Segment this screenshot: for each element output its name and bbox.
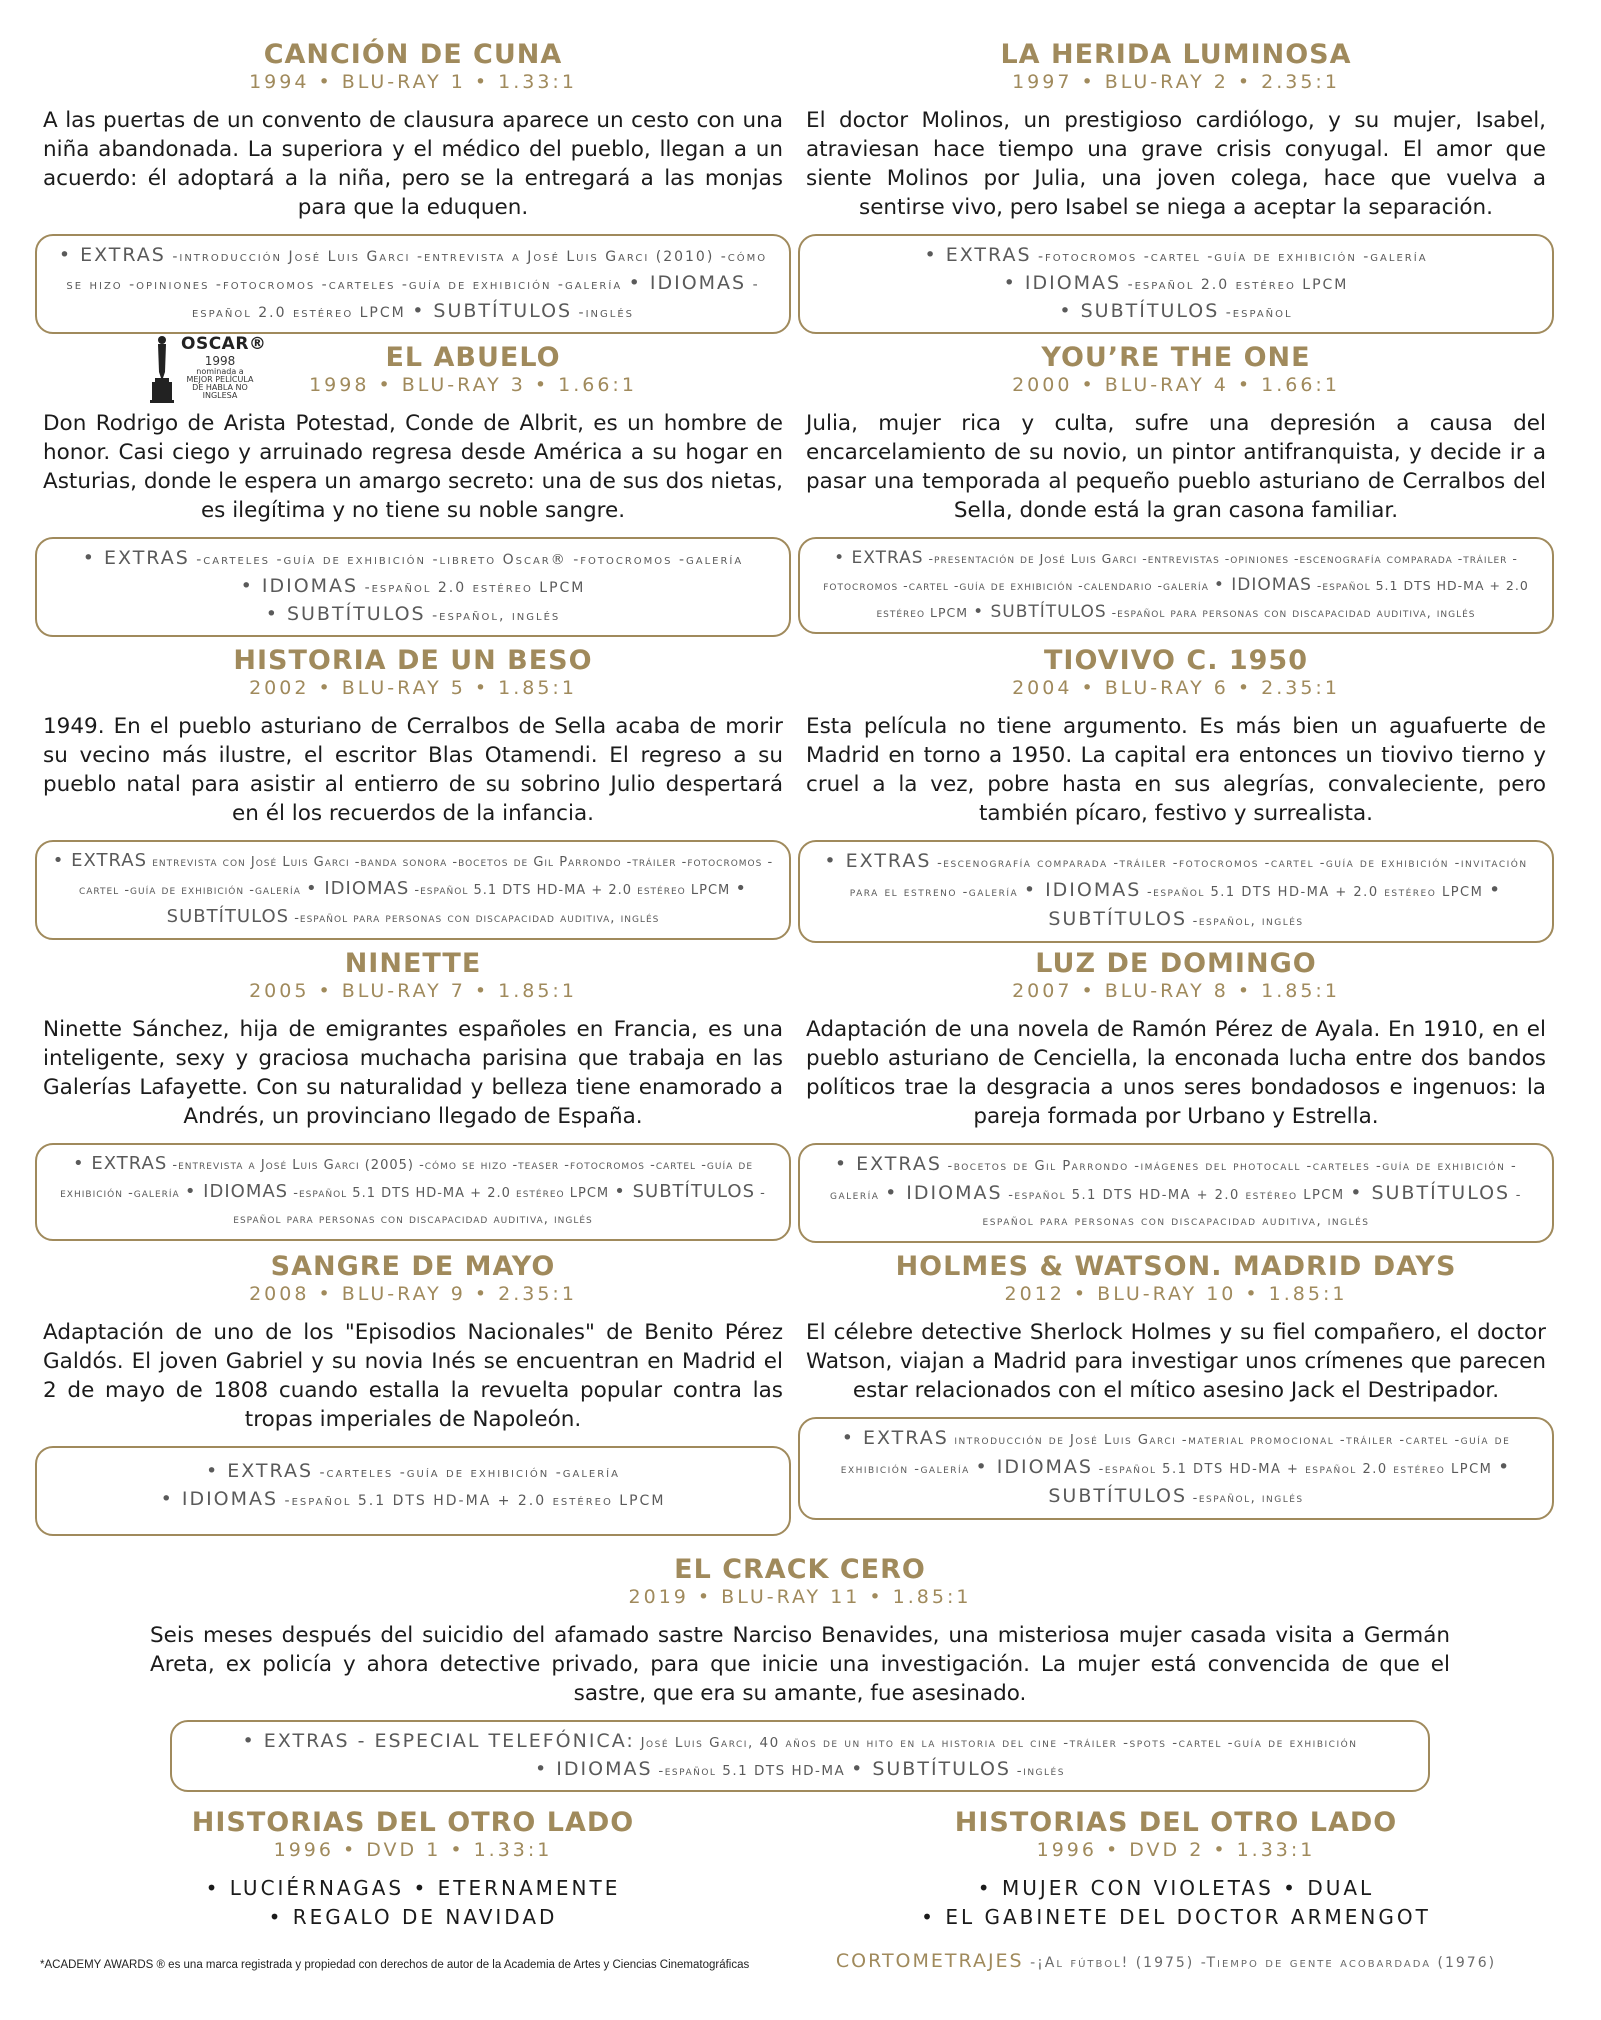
film-block-tiovivo xyxy=(806,646,1546,943)
extras-label: • EXTRAS xyxy=(58,244,166,266)
shorts-line: • REGALO DE NAVIDAD xyxy=(268,1905,558,1929)
idiomas-label: • IDIOMAS xyxy=(184,1181,289,1202)
idiomas-text: -español 5.1 DTS HD-MA + 2.0 estéreo LPCM xyxy=(876,578,1529,620)
shorts-line: • LUCIÉRNAGAS • ETERNAMENTE xyxy=(205,1876,621,1900)
film-title: HISTORIA DE UN BESO xyxy=(233,645,593,676)
academy-footnote: *ACADEMY AWARDS ® es una marca registrada y propiedad con derechos de autor de la Academia de Artes y Ciencias Cinematográficas xyxy=(40,1959,750,1971)
film-title: YOU’RE THE ONE xyxy=(1041,342,1311,373)
cortometrajes-line xyxy=(796,1950,1536,1972)
film-block-la-herida-luminosa xyxy=(806,40,1546,334)
subtitulos-label: • SUBTÍTULOS xyxy=(166,878,748,927)
shorts-line: • EL GABINETE DEL DOCTOR ARMENGOT xyxy=(921,1905,1431,1929)
film-title: LUZ DE DOMINGO xyxy=(1035,948,1317,979)
idiomas-label: • IDIOMAS xyxy=(306,878,410,899)
subtitulos-text: -español para personas con discapacidad auditiva, inglés xyxy=(1111,605,1476,620)
idiomas-text: -español 2.0 estéreo LPCM xyxy=(364,580,586,596)
film-block-cancion-de-cuna xyxy=(43,40,783,334)
extras-label: • EXTRAS xyxy=(834,548,924,568)
film-title: NINETTE xyxy=(344,948,482,979)
film-meta: 2004 • BLU-RAY 6 • 2.35:1 xyxy=(1012,677,1340,699)
subtitulos-label: • SUBTÍTULOS xyxy=(412,300,573,322)
film-synopsis: A las puertas de un convento de clausura aparece un cesto con una niña abandonada. La superiora y el médico del pueblo, llegan a un acuerdo: él adoptará a la niña, pero se la entregará a las monjas para que la eduquen. xyxy=(43,108,783,220)
extras-box xyxy=(798,1417,1554,1520)
subtitulos-text: -español xyxy=(1225,305,1293,321)
film-synopsis: El célebre detective Sherlock Holmes y su fiel compañero, el doctor Watson, viajan a Madrid para investigar unos crímenes que parecen estar relacionados con el mítico asesino Jack el Destripador. xyxy=(806,1320,1546,1403)
extras-label: • EXTRAS - ESPECIAL TELEFÓNICA: xyxy=(242,1730,635,1752)
idiomas-label: • IDIOMAS xyxy=(535,1758,653,1780)
film-synopsis: Seis meses después del suicidio del afamado sastre Narciso Benavides, una misteriosa mujer casada visita a Germán Areta, ex policía y ahora detective privado, para que inicie una investigación. La mujer está convencida de que el sastre, que era su amante, fue asesinado. xyxy=(150,1623,1450,1706)
oscar-year: 1998 xyxy=(204,354,236,368)
extras-label: • EXTRAS xyxy=(82,547,190,569)
extras-box xyxy=(35,1143,791,1241)
film-meta: 1996 • DVD 1 • 1.33:1 xyxy=(273,1839,553,1861)
subtitulos-text: -español, inglés xyxy=(1192,1491,1304,1506)
subtitulos-label: • SUBTÍTULOS xyxy=(851,1758,1011,1780)
extras-box xyxy=(35,537,791,637)
film-title: HISTORIAS DEL OTRO LADO xyxy=(191,1807,635,1838)
subtitulos-text: -español para personas con discapacidad auditiva, inglés xyxy=(233,1186,766,1227)
idiomas-text: -español 5.1 DTS HD-MA + 2.0 estéreo LPCM xyxy=(293,1186,610,1201)
dvd-block-2 xyxy=(806,1808,1546,1932)
extras-text: José Luis Garci, 40 años de un hito en la historia del cine -tráiler -spots -cartel -guía de exhibición xyxy=(640,1735,1358,1751)
extras-box xyxy=(35,1446,791,1536)
film-meta: 1997 • BLU-RAY 2 • 2.35:1 xyxy=(1012,71,1340,93)
subtitulos-text: -español para personas con discapacidad auditiva, inglés xyxy=(294,911,660,926)
extras-text: -introducción José Luis Garci -entrevista a José Luis Garci (2010) -cómo se hizo -opiniones -fotocromos -carteles -guía de exhibición -galería xyxy=(66,249,768,293)
subtitulos-text: -español, inglés xyxy=(432,608,561,624)
film-block-el-crack-cero xyxy=(140,1555,1460,1792)
subtitulos-label: • SUBTÍTULOS xyxy=(1048,1456,1512,1507)
subtitulos-label: • SUBTÍTULOS xyxy=(1059,300,1220,322)
extras-box xyxy=(35,840,791,940)
idiomas-text: -español 5.1 DTS HD-MA + 2.0 estéreo LPCM xyxy=(1008,1188,1345,1203)
film-title: SANGRE DE MAYO xyxy=(270,1251,556,1282)
extras-box xyxy=(35,234,791,334)
film-block-sangre-de-mayo xyxy=(43,1252,783,1536)
film-title: EL CRACK CERO xyxy=(674,1554,926,1585)
film-synopsis: Adaptación de una novela de Ramón Pérez de Ayala. En 1910, en el pueblo asturiano de Cenciella, la enconada lucha entre dos bandos políticos trae la desgracia a unos seres bondadosos e ingenuos: la pareja formada por Urbano y Estrella. xyxy=(806,1017,1546,1129)
subtitulos-label: • SUBTÍTULOS xyxy=(1048,879,1503,930)
extras-text: entrevista con José Luis Garci -banda sonora -bocetos de Gil Parrondo -tráiler -fotocromos -cartel -guía de exhibición -galería xyxy=(78,855,774,898)
subtitulos-label: • SUBTÍTULOS xyxy=(265,603,426,625)
extras-box xyxy=(170,1720,1430,1792)
film-synopsis: Don Rodrigo de Arista Potestad, Conde de Albrit, es un hombre de honor. Casi ciego y arruinado regresa desde América a su hogar en Asturias, donde le espera un amargo secreto: una de sus dos nietas, es ilegítima y no tiene su noble sangre. xyxy=(43,411,783,523)
extras-text: -escenografía comparada -tráiler -fotocromos -cartel -guía de exhibición -invitación para el estreno -galería xyxy=(849,856,1528,900)
film-title: CANCIÓN DE CUNA xyxy=(263,39,563,70)
shorts-line: • MUJER CON VIOLETAS • DUAL xyxy=(977,1876,1375,1900)
film-meta: 1996 • DVD 2 • 1.33:1 xyxy=(1036,1839,1316,1861)
extras-label: • EXTRAS xyxy=(206,1460,314,1482)
film-synopsis: El doctor Molinos, un prestigioso cardiólogo, y su mujer, Isabel, atraviesan hace tiempo una grave crisis conyugal. El amor que siente Molinos por Julia, una joven colega, hace que vuelva a sentirse vivo, pero Isabel se niega a aceptar la separación. xyxy=(806,108,1546,220)
extras-label: • EXTRAS xyxy=(841,1427,949,1449)
subtitulos-text: -español, inglés xyxy=(1192,914,1304,929)
oscar-line: DE HABLA NO INGLESA xyxy=(192,383,248,400)
film-block-ninette xyxy=(43,949,783,1241)
extras-text: -fotocromos -cartel -guía de exhibición -galería xyxy=(1037,249,1428,265)
cortometrajes-label: CORTOMETRAJES xyxy=(835,1950,1024,1972)
idiomas-label: • IDIOMAS xyxy=(1023,879,1142,901)
extras-text: -bocetos de Gil Parrondo -imágenes del photocall -carteles -guía de exhibición -galería xyxy=(830,1159,1518,1203)
subtitulos-text: -inglés xyxy=(1016,1763,1065,1779)
extras-label: • EXTRAS xyxy=(834,1153,942,1175)
idiomas-label: • IDIOMAS xyxy=(975,1456,1093,1478)
dvd-block-1 xyxy=(43,1808,783,1932)
film-synopsis: Esta película no tiene argumento. Es más bien un aguafuerte de Madrid en torno a 1950. La capital era entonces un tiovivo tierno y cruel a la vez, pobre hasta en sus alegrías, convaleciente, pero también pícaro, festivo y surrealista. xyxy=(806,714,1546,826)
film-meta: 1998 • BLU-RAY 3 • 1.66:1 xyxy=(309,374,637,396)
extras-box xyxy=(798,1143,1554,1243)
subtitulos-label: • SUBTÍTULOS xyxy=(1350,1182,1511,1204)
shorts-list xyxy=(806,1874,1546,1932)
film-block-youre-the-one xyxy=(806,343,1546,634)
extras-text: -presentación de José Luis Garci -entrevistas -opiniones -escenografía comparada -tráiler -fotocromos -cartel -guía de exhibición -calendario -galería xyxy=(823,551,1518,593)
idiomas-label: • IDIOMAS xyxy=(1003,272,1122,294)
extras-text: -entrevista a José Luis Garci (2005) -cómo se hizo -teaser -fotocromos -cartel -guía de exhibición -galería xyxy=(60,1158,753,1201)
film-synopsis: 1949. En el pueblo asturiano de Cerralbos de Sella acaba de morir su vecino más ilustre, el escritor Blas Otamendi. El regreso a su pueblo natal para asistir al entierro de su sobrino Julio despertará en él los recuerdos de la infancia. xyxy=(43,714,783,826)
film-synopsis: Adaptación de uno de los "Episodios Nacionales" de Benito Pérez Galdós. El joven Gabriel y su novia Inés se encuentran en Madrid el 2 de mayo de 1808 cuando estalla la revuelta popular contra las tropas imperiales de Napoleón. xyxy=(43,1320,783,1432)
oscar-line: MEJOR PELÍCULA xyxy=(186,375,254,384)
film-meta: 2005 • BLU-RAY 7 • 1.85:1 xyxy=(249,980,577,1002)
idiomas-text: -español 5.1 DTS HD-MA + 2.0 estéreo LPCM xyxy=(414,883,731,898)
subtitulos-label: • SUBTÍTULOS xyxy=(614,1181,756,1202)
idiomas-label: • IDIOMAS xyxy=(240,575,359,597)
shorts-list xyxy=(43,1874,783,1932)
film-meta: 2008 • BLU-RAY 9 • 2.35:1 xyxy=(249,1283,577,1305)
extras-text: -carteles -guía de exhibición -libreto Oscar® -fotocromos -galería xyxy=(196,552,744,568)
film-meta: 1994 • BLU-RAY 1 • 1.33:1 xyxy=(249,71,577,93)
film-meta: 2002 • BLU-RAY 5 • 1.85:1 xyxy=(249,677,577,699)
film-meta: 2012 • BLU-RAY 10 • 1.85:1 xyxy=(1004,1283,1348,1305)
idiomas-label: • IDIOMAS xyxy=(628,272,747,294)
film-meta: 2007 • BLU-RAY 8 • 1.85:1 xyxy=(1012,980,1340,1002)
idiomas-label: • IDIOMAS xyxy=(1213,575,1312,595)
extras-label: • EXTRAS xyxy=(52,850,148,871)
cortometrajes-text: -¡Al fútbol! (1975) -Tiempo de gente acobardada (1976) xyxy=(1030,1955,1497,1971)
extras-box xyxy=(798,234,1554,334)
oscar-title: OSCAR® xyxy=(181,334,267,354)
idiomas-text: -español 2.0 estéreo LPCM xyxy=(1127,277,1349,293)
extras-text: -carteles -guía de exhibición -galería xyxy=(319,1465,620,1481)
oscar-line: nominada a xyxy=(196,367,244,376)
film-title: EL ABUELO xyxy=(385,342,561,373)
extras-label: • EXTRAS xyxy=(824,850,932,872)
idiomas-text: -español 2.0 estéreo LPCM xyxy=(191,277,760,321)
film-meta: 2019 • BLU-RAY 11 • 1.85:1 xyxy=(628,1586,972,1608)
idiomas-text: -español 5.1 DTS HD-MA + español 2.0 estéreo LPCM xyxy=(1098,1462,1493,1477)
extras-text: introducción de José Luis Garci -material promocional -tráiler -cartel -guía de exhibición -galería xyxy=(840,1433,1511,1477)
idiomas-label: • IDIOMAS xyxy=(160,1488,279,1510)
extras-label: • EXTRAS xyxy=(73,1153,168,1174)
extras-box xyxy=(798,840,1554,943)
film-block-historia-de-un-beso xyxy=(43,646,783,940)
extras-box xyxy=(798,537,1554,634)
film-block-holmes-watson xyxy=(806,1252,1546,1520)
extras-label: • EXTRAS xyxy=(924,244,1032,266)
subtitulos-text: -español para personas con discapacidad auditiva, inglés xyxy=(982,1188,1522,1229)
film-block-el-abuelo xyxy=(43,343,783,637)
film-title: LA HERIDA LUMINOSA xyxy=(1000,39,1352,70)
subtitulos-label: • SUBTÍTULOS xyxy=(973,602,1107,622)
idiomas-label: • IDIOMAS xyxy=(885,1182,1003,1204)
film-title: TIOVIVO C. 1950 xyxy=(1043,645,1309,676)
idiomas-text: -español 5.1 DTS HD-MA xyxy=(658,1763,846,1779)
film-synopsis: Ninette Sánchez, hija de emigrantes españoles en Francia, es una inteligente, sexy y graciosa muchacha parisina que trabaja en las Galerías Lafayette. Con su naturalidad y belleza tiene enamorado a Andrés, un provinciano llegado de España. xyxy=(43,1017,783,1129)
film-title: HISTORIAS DEL OTRO LADO xyxy=(954,1807,1398,1838)
film-title: HOLMES & WATSON. MADRID DAYS xyxy=(895,1251,1457,1282)
idiomas-text: -español 5.1 DTS HD-MA + 2.0 estéreo LPCM xyxy=(284,1493,666,1509)
film-synopsis: Julia, mujer rica y culta, sufre una depresión a causa del encarcelamiento de su novio, un pintor antifranquista, y decide ir a pasar una temporada al pequeño pueblo asturiano de Cerralbos del Sella, donde está la gran casona familiar. xyxy=(806,411,1546,523)
subtitulos-text: -inglés xyxy=(578,305,635,321)
film-meta: 2000 • BLU-RAY 4 • 1.66:1 xyxy=(1012,374,1340,396)
idiomas-text: -español 5.1 DTS HD-MA + 2.0 estéreo LPCM xyxy=(1146,885,1484,900)
film-block-luz-de-domingo xyxy=(806,949,1546,1243)
